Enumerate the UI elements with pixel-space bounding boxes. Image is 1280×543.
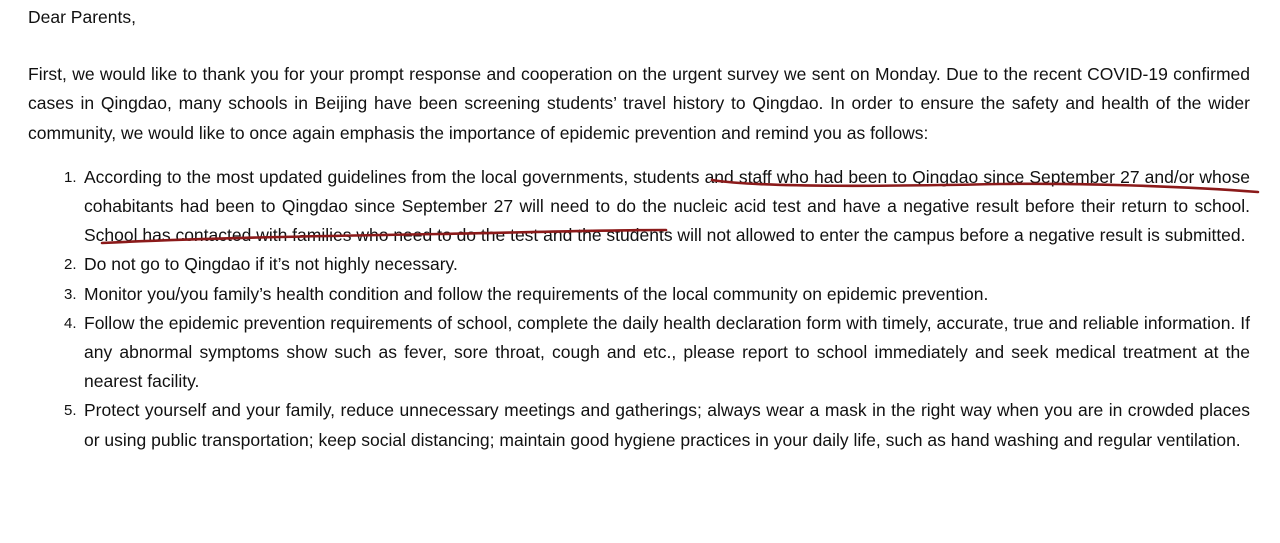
intro-paragraph: First, we would like to thank you for your prompt response and cooperation on the urgent survey we sent on Monday. Due to the recent COVID-19 confirmed cases in Qingdao, many schools in Beijing have been screening students’ travel history to Qingdao. In order to ensure the safety and health of the wider community, we would like to once again emphasis the importance of epidemic prevention and remind you as follows: — [28, 64, 1250, 143]
list-item — [28, 309, 1250, 397]
list-item — [28, 163, 1250, 251]
item-text: Monitor you/you family’s health condition and follow the requirements of the local community on epidemic prevention. — [84, 283, 989, 304]
item-text: Follow the epidemic prevention requirements of school, complete the daily health declaration form with timely, accurate, true and reliable information. If any abnormal symptoms show such as fever, sore throat, cough and etc., please report to school immediately and seek medical treatment at the nearest facility. — [84, 312, 1250, 392]
item-text: Protect yourself and your family, reduce unnecessary meetings and gatherings; always wear a mask in the right way when you are in crowded places or using public transportation; keep social distancing; maintain good hygiene practices in your daily life, such as hand washing and regular ventilation. — [84, 400, 1250, 450]
item-text: Do not go to Qingdao if it’s not highly necessary. — [84, 254, 458, 275]
letter-body — [28, 3, 1250, 455]
list-item — [28, 280, 1250, 309]
list-item — [28, 250, 1250, 279]
item-number: 3. — [64, 285, 77, 303]
list-item — [28, 396, 1250, 454]
item-number: 1. — [64, 168, 77, 186]
item-number: 4. — [64, 314, 77, 332]
item-number: 2. — [64, 256, 77, 274]
item-number: 5. — [64, 402, 77, 420]
salutation: Dear Parents, — [28, 7, 136, 27]
item-text: According to the most updated guidelines from the local governments, students and staff who had been to Qingdao since September 27 and/or whose cohabitants had been to Qingdao since September 27 will need to do the nucleic acid test and have a negative result before their return to school. School has contacted with families who need to do the test and the students will not allowed to enter the campus before a negative result is submitted. — [84, 166, 1250, 246]
notice-list — [28, 163, 1250, 455]
